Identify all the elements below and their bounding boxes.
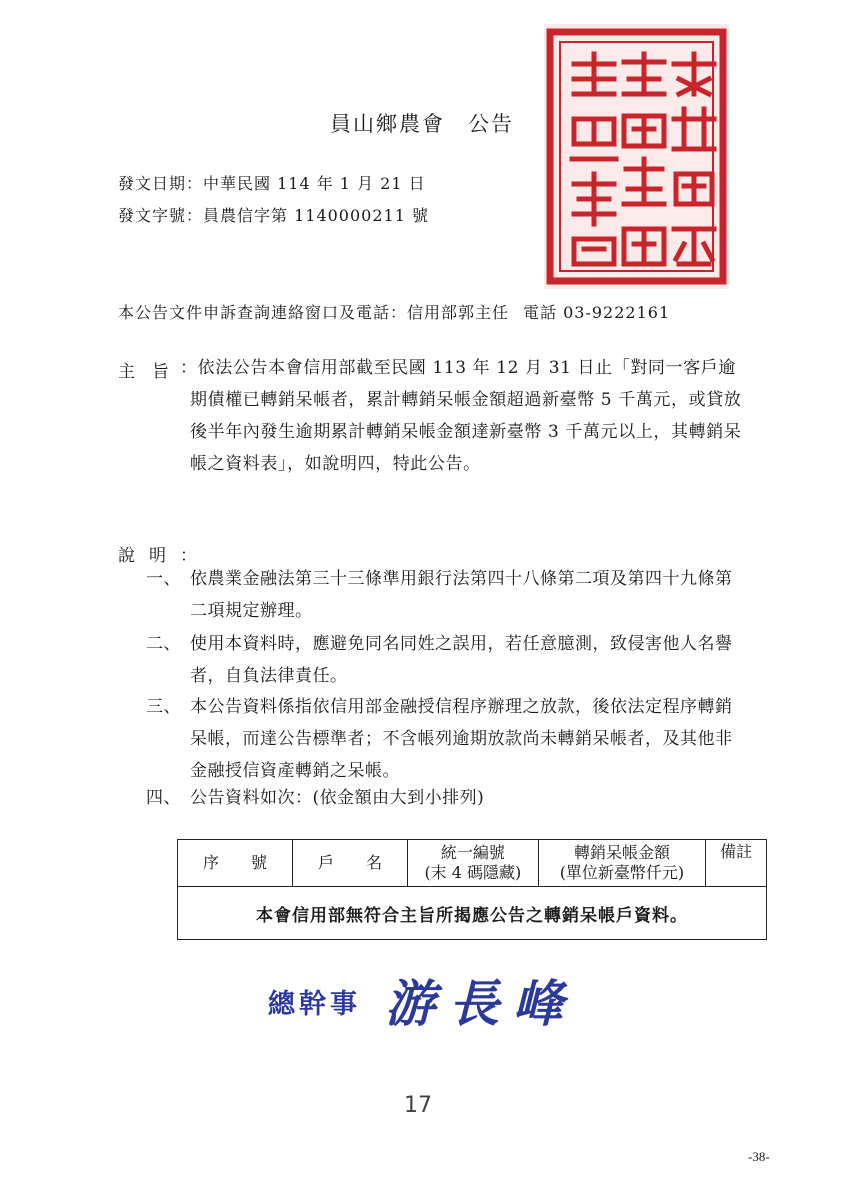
item-text: 使用本資料時，應避免同名同姓之誤用，若任意臆測，致侵害他人名譽者，自負法律責任。 (190, 634, 733, 686)
explanation-label: 說明： (118, 546, 211, 566)
header-remark: 備註 (706, 840, 767, 887)
table-row (178, 887, 767, 940)
official-seal (544, 24, 729, 289)
page-number: -38- (748, 1149, 770, 1164)
signer-title: 總幹事 (268, 989, 361, 1020)
header-name: 戶 名 (293, 840, 408, 887)
contact-phone: 電話 03-9222161 (523, 303, 671, 322)
item-number: 二、 (146, 634, 181, 654)
explanation-item-3 (146, 691, 746, 787)
explanation-item-2 (146, 628, 746, 692)
header-amount-line1: 轉銷呆帳金額 (573, 843, 670, 862)
header-id-line2: (末 4 碼隱藏) (424, 863, 522, 882)
header-amount-line2: (單位新臺幣仟元) (559, 863, 685, 882)
notice-title: 員山鄉農會 公告 (330, 112, 514, 136)
subject-label: 主 旨 (118, 362, 169, 382)
item-text: 本公告資料係指依信用部金融授信程序辦理之放款，後依法定程序轉銷呆帳，而達公告標準者；不含帳列逾期放款尚未轉銷呆帳者，及其他非金融授信資產轉銷之呆帳。 (190, 697, 733, 781)
item-text: 依農業金融法第三十三條準用銀行法第四十八條第二項及第四十九條第二項規定辦理。 (190, 569, 733, 621)
contact-text: 本公告文件申訴查詢連絡窗口及電話：信用部郭主任 (118, 303, 510, 322)
issue-number: 發文字號：員農信字第 1140000211 號 (118, 206, 429, 225)
header-id-line1: 統一編號 (440, 843, 505, 862)
item-number: 四、 (146, 788, 181, 808)
issue-date: 發文日期：中華民國 114 年 1 月 21 日 (118, 174, 426, 193)
seal-graphic (544, 24, 729, 289)
explanation-item-1 (146, 563, 746, 627)
write-off-table (177, 839, 767, 940)
item-text: 公告資料如次：(依金額由大到小排列) (190, 788, 485, 808)
table-header-row (178, 840, 767, 887)
subject-text: ：依法公告本會信用部截至民國 113 年 12 月 31 日止「對同一客戶逾期債權已轉銷呆帳者，累計轉銷呆帳金額超過新臺幣 5 千萬元，或貸放後半年內發生逾期累計轉銷呆帳金額達新臺幣 3 千萬元以上，其轉銷呆帳之資料表」，如說明四，特此公告。 (180, 358, 742, 474)
header-id (408, 840, 538, 887)
empty-message: 本會信用部無符合主旨所揭應公告之轉銷呆帳戶資料。 (178, 887, 767, 940)
signer-name-stamp: 游長峰 (385, 974, 577, 1033)
item-number: 一、 (146, 569, 181, 589)
header-seq: 序 號 (178, 840, 293, 887)
header-amount (538, 840, 706, 887)
contact-line (118, 300, 670, 323)
handwritten-number: 17 (404, 1093, 432, 1118)
item-number: 三、 (146, 697, 181, 717)
explanation-item-4 (146, 782, 746, 814)
